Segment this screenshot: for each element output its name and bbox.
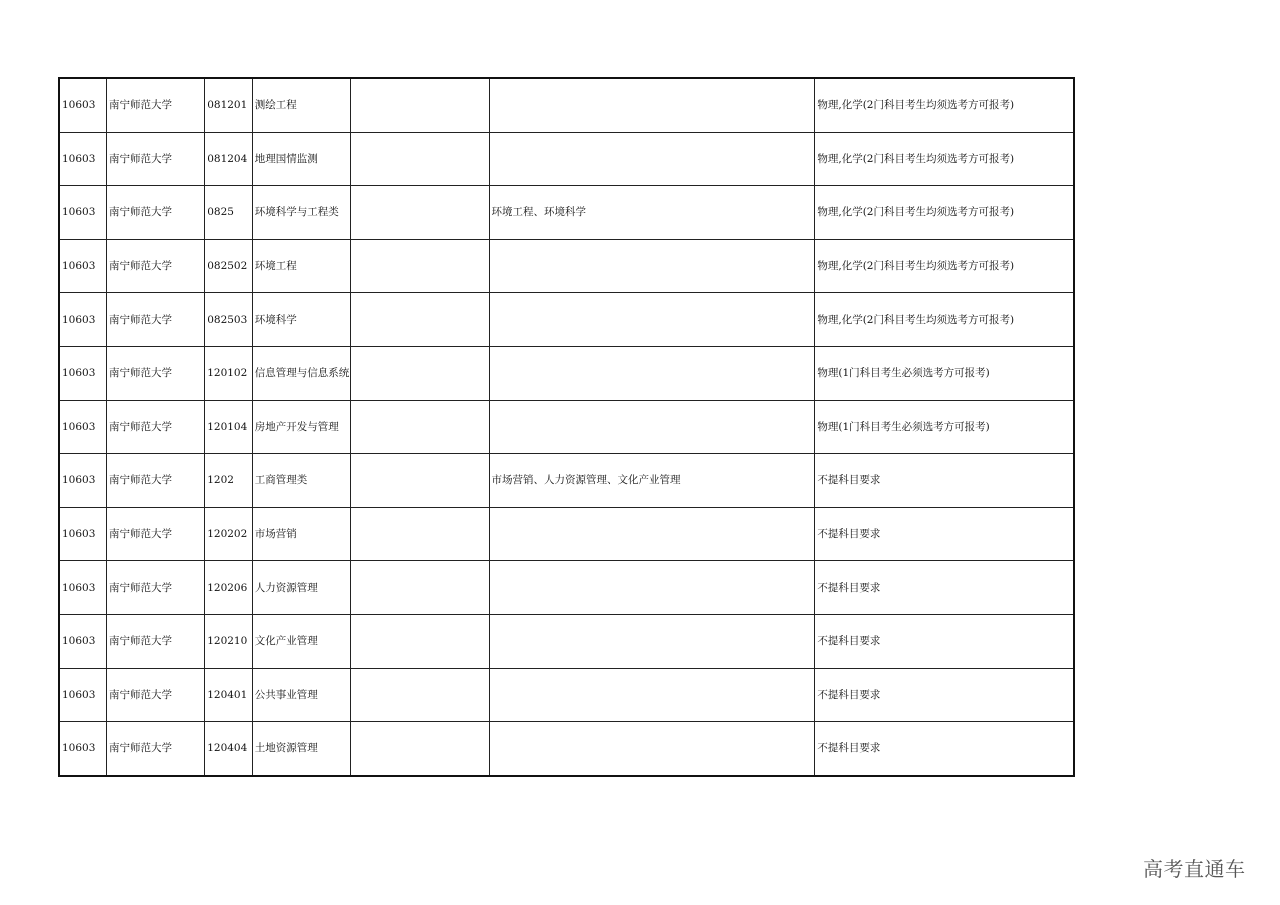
blank-cell <box>350 132 489 186</box>
included-majors-cell <box>489 668 815 722</box>
table-body <box>59 78 1074 776</box>
table-row <box>59 132 1074 186</box>
subject-requirement-cell: 物理,化学(2门科目考生均须选考方可报考) <box>815 132 1074 186</box>
major-name-cell: 文化产业管理 <box>252 614 350 668</box>
school-name-cell: 南宁师范大学 <box>107 722 205 776</box>
major-code-cell: 120104 <box>205 400 253 454</box>
included-majors-cell <box>489 78 815 132</box>
watermark-text: 高考直通车 <box>1143 857 1246 881</box>
included-majors-cell <box>489 507 815 561</box>
major-name-cell: 环境科学与工程类 <box>252 186 350 240</box>
major-code-cell: 120206 <box>205 561 253 615</box>
school-code-cell: 10603 <box>59 78 107 132</box>
subject-requirement-cell: 物理,化学(2门科目考生均须选考方可报考) <box>815 239 1074 293</box>
included-majors-cell <box>489 561 815 615</box>
school-code-cell: 10603 <box>59 186 107 240</box>
school-code-cell: 10603 <box>59 346 107 400</box>
table-row <box>59 346 1074 400</box>
admission-requirements-table <box>58 77 1075 777</box>
blank-cell <box>350 614 489 668</box>
school-code-cell: 10603 <box>59 132 107 186</box>
subject-requirement-cell: 物理,化学(2门科目考生均须选考方可报考) <box>815 293 1074 347</box>
major-code-cell: 081204 <box>205 132 253 186</box>
subject-requirement-cell: 不提科目要求 <box>815 507 1074 561</box>
included-majors-cell: 环境工程、环境科学 <box>489 186 815 240</box>
major-code-cell: 120401 <box>205 668 253 722</box>
included-majors-cell <box>489 293 815 347</box>
subject-requirement-cell: 物理(1门科目考生必须选考方可报考) <box>815 400 1074 454</box>
included-majors-cell <box>489 239 815 293</box>
school-name-cell: 南宁师范大学 <box>107 614 205 668</box>
included-majors-cell: 市场营销、人力资源管理、文化产业管理 <box>489 454 815 508</box>
table-row <box>59 186 1074 240</box>
major-name-cell: 环境科学 <box>252 293 350 347</box>
major-code-cell: 0825 <box>205 186 253 240</box>
subject-requirement-cell: 物理(1门科目考生必须选考方可报考) <box>815 346 1074 400</box>
table-row <box>59 614 1074 668</box>
blank-cell <box>350 507 489 561</box>
table-row <box>59 78 1074 132</box>
table-row <box>59 668 1074 722</box>
school-name-cell: 南宁师范大学 <box>107 668 205 722</box>
major-code-cell: 120202 <box>205 507 253 561</box>
major-name-cell: 人力资源管理 <box>252 561 350 615</box>
major-code-cell: 120210 <box>205 614 253 668</box>
school-code-cell: 10603 <box>59 722 107 776</box>
school-name-cell: 南宁师范大学 <box>107 186 205 240</box>
blank-cell <box>350 346 489 400</box>
school-name-cell: 南宁师范大学 <box>107 454 205 508</box>
school-name-cell: 南宁师范大学 <box>107 400 205 454</box>
blank-cell <box>350 78 489 132</box>
subject-requirement-cell: 物理,化学(2门科目考生均须选考方可报考) <box>815 78 1074 132</box>
major-name-cell: 环境工程 <box>252 239 350 293</box>
major-code-cell: 120404 <box>205 722 253 776</box>
table-row <box>59 507 1074 561</box>
major-code-cell: 082503 <box>205 293 253 347</box>
school-code-cell: 10603 <box>59 614 107 668</box>
major-name-cell: 地理国情监测 <box>252 132 350 186</box>
major-name-cell: 工商管理类 <box>252 454 350 508</box>
school-code-cell: 10603 <box>59 561 107 615</box>
blank-cell <box>350 186 489 240</box>
subject-requirement-cell: 不提科目要求 <box>815 668 1074 722</box>
blank-cell <box>350 239 489 293</box>
school-name-cell: 南宁师范大学 <box>107 561 205 615</box>
school-name-cell: 南宁师范大学 <box>107 293 205 347</box>
table-row <box>59 293 1074 347</box>
subject-requirement-cell: 不提科目要求 <box>815 561 1074 615</box>
school-code-cell: 10603 <box>59 400 107 454</box>
major-code-cell: 082502 <box>205 239 253 293</box>
major-code-cell: 1202 <box>205 454 253 508</box>
major-name-cell: 测绘工程 <box>252 78 350 132</box>
blank-cell <box>350 561 489 615</box>
included-majors-cell <box>489 400 815 454</box>
major-name-cell: 公共事业管理 <box>252 668 350 722</box>
subject-requirement-cell: 物理,化学(2门科目考生均须选考方可报考) <box>815 186 1074 240</box>
school-code-cell: 10603 <box>59 293 107 347</box>
blank-cell <box>350 293 489 347</box>
major-code-cell: 081201 <box>205 78 253 132</box>
major-name-cell: 市场营销 <box>252 507 350 561</box>
included-majors-cell <box>489 614 815 668</box>
school-code-cell: 10603 <box>59 507 107 561</box>
table-row <box>59 561 1074 615</box>
school-name-cell: 南宁师范大学 <box>107 239 205 293</box>
school-code-cell: 10603 <box>59 239 107 293</box>
school-name-cell: 南宁师范大学 <box>107 78 205 132</box>
blank-cell <box>350 722 489 776</box>
subject-requirement-cell: 不提科目要求 <box>815 454 1074 508</box>
table-row <box>59 400 1074 454</box>
blank-cell <box>350 454 489 508</box>
school-name-cell: 南宁师范大学 <box>107 132 205 186</box>
blank-cell <box>350 668 489 722</box>
school-code-cell: 10603 <box>59 668 107 722</box>
included-majors-cell <box>489 132 815 186</box>
table-row <box>59 722 1074 776</box>
subject-requirement-cell: 不提科目要求 <box>815 722 1074 776</box>
table-row <box>59 454 1074 508</box>
major-name-cell: 房地产开发与管理 <box>252 400 350 454</box>
included-majors-cell <box>489 722 815 776</box>
major-name-cell: 土地资源管理 <box>252 722 350 776</box>
major-name-cell: 信息管理与信息系统 <box>252 346 350 400</box>
school-code-cell: 10603 <box>59 454 107 508</box>
major-code-cell: 120102 <box>205 346 253 400</box>
table-row <box>59 239 1074 293</box>
school-name-cell: 南宁师范大学 <box>107 346 205 400</box>
included-majors-cell <box>489 346 815 400</box>
subject-requirement-cell: 不提科目要求 <box>815 614 1074 668</box>
school-name-cell: 南宁师范大学 <box>107 507 205 561</box>
blank-cell <box>350 400 489 454</box>
